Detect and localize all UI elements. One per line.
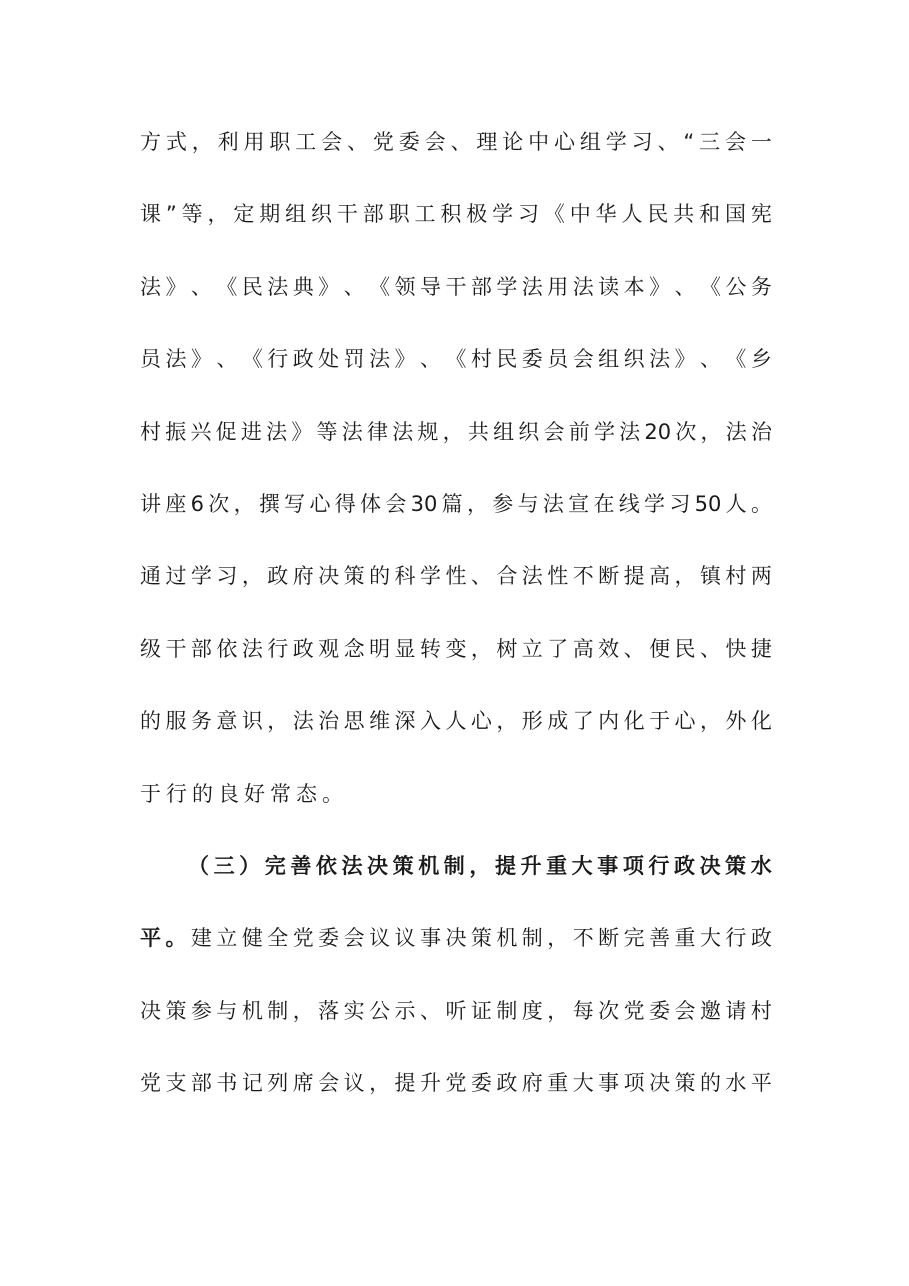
text-line: 级 干 部 依 法 行 政 观 念 明 显 转 变 ， 树 立 了 高 效 、 便 民 、 快 捷 — [140, 636, 772, 661]
text-line: 村 振 兴 促 进 法 》 等 法 律 法 规 ， 共 组 织 会 前 学 法 20 次 ， 法 治 — [140, 419, 772, 444]
text-line: 党 支 部 书 记 列 席 会 议 ， 提 升 党 委 政 府 重 大 事 项 决 策 的 水 平 — [140, 1071, 772, 1096]
section-heading: （ 三 ） 完 善 依 法 决 策 机 制 ， 提 升 重 大 事 项 行 政 决 策 水 — [188, 853, 772, 878]
text-line: 法 》 、 《 民 法 典 》 、 《 领 导 干 部 学 法 用 法 读 本 》 、 《 公 务 — [140, 274, 772, 299]
text-line: 方 式 ， 利 用 职 工 会 、 党 委 会 、 理 论 中 心 组 学 习 、 “ 三 会 一 — [140, 130, 772, 154]
text-line: 通 过 学 习 ， 政 府 决 策 的 科 学 性 、 合 法 性 不 断 提 高 ， 镇 村 两 — [140, 564, 772, 589]
text-line: 员 法 》 、 《 行 政 处 罚 法 》 、 《 村 民 委 员 会 组 织 法 》 、 《 乡 — [140, 347, 772, 372]
text-line: 讲 座 6 次 ， 撰 写 心 得 体 会 30 篇 ， 参 与 法 宣 在 线 学 习 50 人 。 — [140, 491, 772, 516]
text-line: 平 。 建 立 健 全 党 委 会 议 议 事 决 策 机 制 ， 不 断 完 善 重 大 行 政 — [140, 926, 772, 951]
text-line: 课 ” 等 ， 定 期 组 织 干 部 职 工 积 极 学 习 《 中 华 人 民 共 和 国 宪 — [140, 202, 772, 227]
text-line: 的 服 务 意 识 ， 法 治 思 维 深 入 人 心 ， 形 成 了 内 化 于 心 ， 外 化 — [140, 709, 772, 734]
text-line: 于 行 的 良 好 常 态 。 — [140, 781, 343, 806]
text-line: 决 策 参 与 机 制 ， 落 实 公 示 、 听 证 制 度 ， 每 次 党 委 会 邀 请 村 — [140, 998, 772, 1023]
body-text — [140, 118, 772, 1131]
